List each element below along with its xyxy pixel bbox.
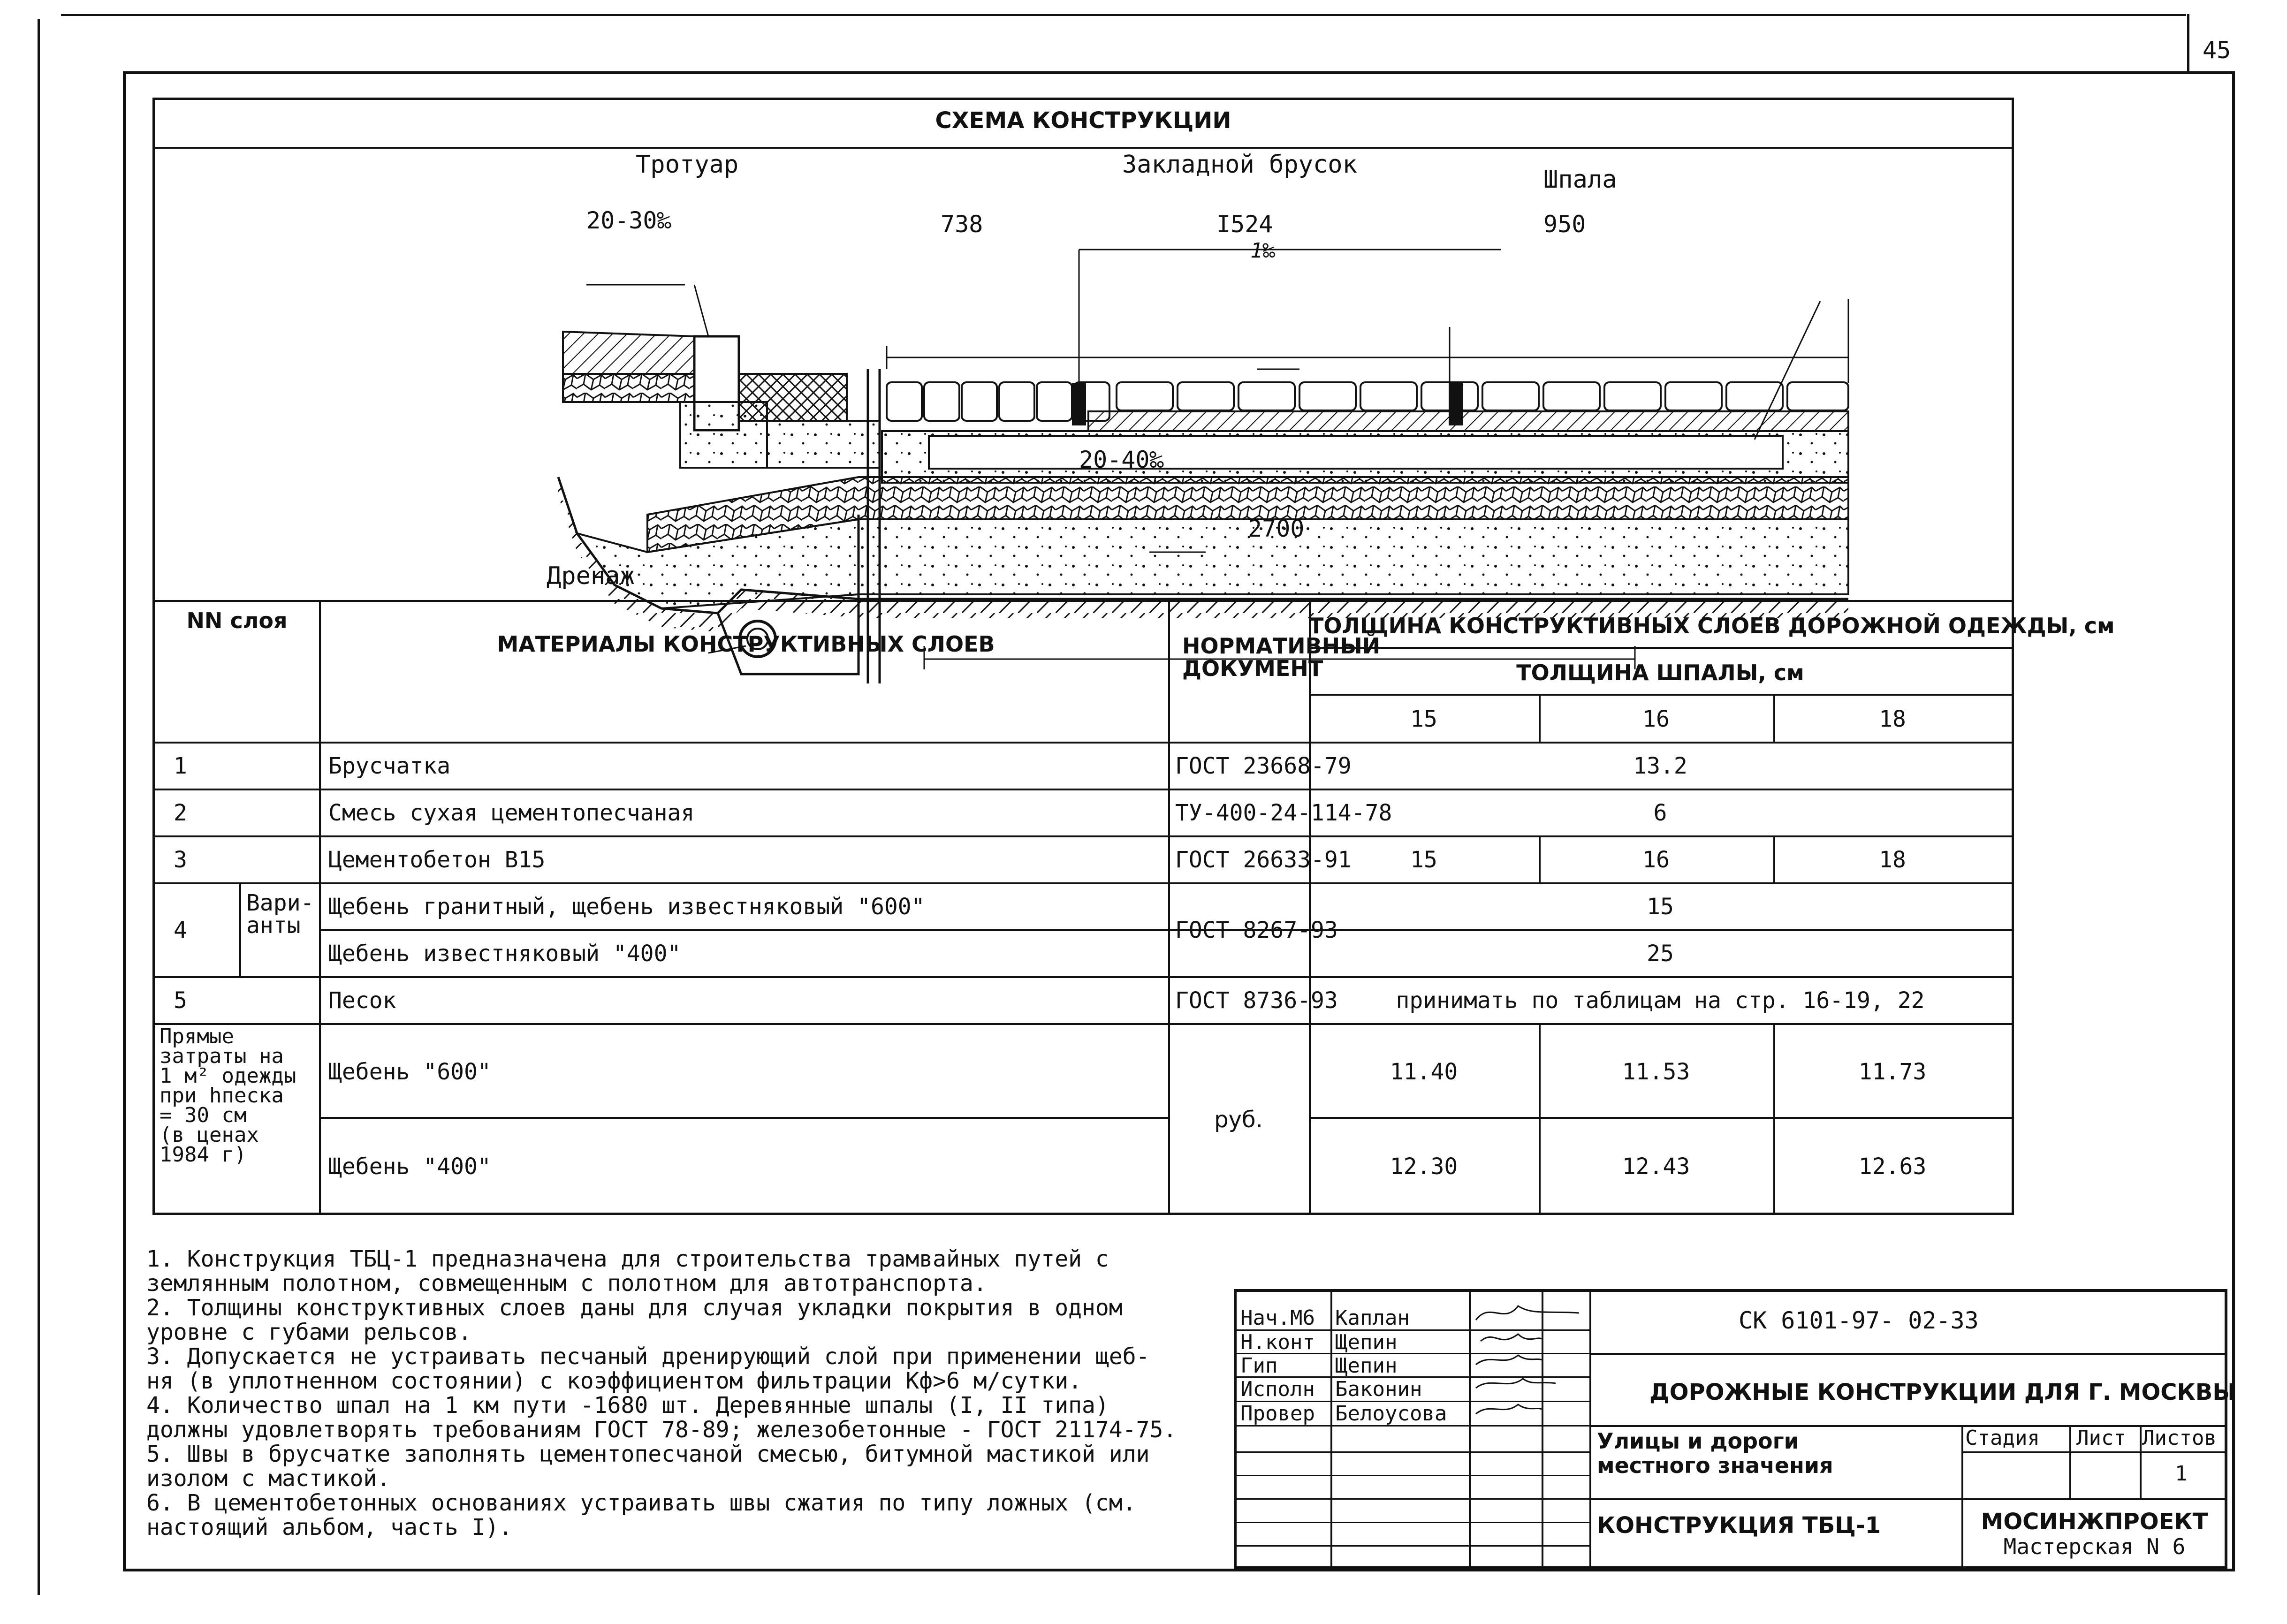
header-sleeper-thickness: ТОЛЩИНА ШПАЛЫ, см: [1516, 660, 1804, 685]
label-dim-2700: 2700: [1248, 515, 1305, 542]
sheets-label: Листов: [2142, 1426, 2217, 1450]
note-line: 3. Допускается не устраивать песчаный дренирующий слой при применении щеб-: [146, 1343, 1150, 1370]
note-line: 1. Конструкция ТБЦ-1 предназначена для строительства трамвайных путей с: [146, 1246, 1109, 1272]
grid-line: [155, 600, 2012, 602]
sidewalk-layer: [563, 332, 694, 374]
note-line: 2. Толщины конструктивных слоев даны для случая укладки покрытия в одном: [146, 1295, 1123, 1321]
costs-label: Прямые затраты на 1 м² одежды при hпеска = 30 см (в ценах 1984 г): [160, 1024, 296, 1167]
costs-600-v16: 11.53: [1622, 1059, 1690, 1085]
label-drain: Дренаж: [547, 562, 635, 590]
header-col-16: 16: [1642, 706, 1670, 732]
title-block: [1234, 1289, 2236, 1569]
cross-section-drawing: [155, 149, 2115, 694]
header-norm-doc: НОРМАТИВНЫЙ ДОКУМЕНТ: [1182, 633, 1381, 681]
staff-name: Каплан: [1335, 1306, 1410, 1330]
costs-400-material: Щебень "400": [328, 1153, 491, 1180]
header-col-18: 18: [1879, 706, 1906, 732]
note-line: 6. В цементобетонных основаниях устраивать швы сжатия по типу ложных (см.: [146, 1490, 1136, 1516]
row2-no: 2: [174, 800, 187, 826]
costs-unit: руб.: [1214, 1107, 1263, 1133]
staff-role: Исполн: [1240, 1377, 1315, 1401]
note-line: уровне с губами рельсов.: [146, 1319, 472, 1345]
note-line: изолом с мастикой.: [146, 1465, 391, 1492]
top-border: [61, 14, 2186, 16]
costs-600-material: Щебень "600": [328, 1059, 491, 1085]
row4-material-a: Щебень гранитный, щебень известняковый "600": [328, 894, 925, 920]
note-line: 5. Швы в брусчатке заполнять цементопесчаной смесью, битумной мастикой или: [146, 1441, 1150, 1467]
label-embedded-bar: Закладной брусок: [1122, 151, 1357, 179]
series-title: ДОРОЖНЫЕ КОНСТРУКЦИИ ДЛЯ Г. МОСКВЫ: [1649, 1379, 2236, 1405]
label-slope-top: 20-30‰: [586, 207, 671, 234]
row4-value-a: 15: [1647, 894, 1674, 920]
note-line: землянным полотном, совмещенным с полотном для автотранспорта.: [146, 1270, 987, 1297]
workshop: Мастерская N 6: [2003, 1534, 2186, 1559]
costs-400-v15: 12.30: [1390, 1153, 1458, 1180]
header-thickness: ТОЛЩИНА КОНСТРУКТИВНЫХ СЛОЕВ ДОРОЖНОЙ ОДЕЖДЫ, см: [1309, 613, 2115, 638]
scheme-title: СХЕМА КОНСТРУКЦИИ: [935, 107, 1231, 134]
sheets-value: 1: [2175, 1462, 2188, 1486]
staff-name: Щепин: [1335, 1354, 1398, 1378]
header-col-15: 15: [1410, 706, 1437, 732]
row2-material: Смесь сухая цементопесчаная: [328, 800, 695, 826]
label-dim-738: 738: [941, 211, 983, 238]
page-number: 45: [2203, 37, 2231, 64]
sheet-label: Лист: [2076, 1426, 2126, 1450]
staff-name: Белоусова: [1335, 1402, 1447, 1426]
label-slope-mid: 1‰: [1250, 239, 1275, 263]
row1-no: 1: [174, 753, 187, 779]
note-line: 4. Количество шпал на 1 км пути -1680 шт. Деревянные шпалы (I, II типа): [146, 1392, 1109, 1419]
label-dim-950: 950: [1543, 211, 1586, 238]
signatures: [1471, 1297, 1593, 1433]
label-dim-1524: I524: [1216, 211, 1273, 238]
row5-value: принимать по таблицам на стр. 16-19, 22: [1396, 987, 1925, 1014]
row4-variants: Вари- анты: [246, 890, 314, 939]
row5-no: 5: [174, 987, 187, 1014]
staff-name: Баконин: [1335, 1377, 1422, 1401]
row1-material: Брусчатка: [328, 753, 451, 779]
note-line: настоящий альбом, часть I).: [146, 1514, 513, 1541]
doc-code: СК 6101-97- 02-33: [1739, 1307, 1979, 1334]
row3-no: 3: [174, 847, 187, 873]
row2-value: 6: [1653, 800, 1667, 826]
row4-no: 4: [174, 917, 187, 943]
org-name: МОСИНЖПРОЕКТ: [1981, 1509, 2208, 1535]
costs-400-v16: 12.43: [1622, 1153, 1690, 1180]
row5-material: Песок: [328, 987, 396, 1014]
costs-600-v15: 11.40: [1390, 1059, 1458, 1085]
sidewalk-concrete: [767, 421, 880, 468]
left-margin-line: [38, 19, 40, 1595]
stage-label: Стадия: [1965, 1426, 2040, 1450]
sand-cement-layer: [1088, 411, 1848, 431]
note-line: должны удовлетворять требованиям ГОСТ 78-89; железобетонные - ГОСТ 21174-75.: [146, 1417, 1177, 1443]
row4-value-b: 25: [1647, 941, 1674, 967]
row3-doc: ГОСТ 26633-91: [1175, 847, 1352, 873]
row3-v18: 18: [1879, 847, 1906, 873]
sidewalk-crossfill: [739, 374, 847, 421]
label-sidewalk: Тротуар: [636, 151, 739, 179]
row4-material-b: Щебень известняковый "400": [328, 941, 681, 967]
row3-v15: 15: [1410, 847, 1437, 873]
staff-role: Провер: [1240, 1402, 1315, 1426]
note-line: ня (в уплотненном состоянии) с коэффициентом фильтрации Кф>6 м/сутки.: [146, 1368, 1082, 1394]
costs-600-v18: 11.73: [1858, 1059, 1927, 1085]
row4-doc: ГОСТ 8267-93: [1175, 917, 1338, 943]
row1-doc: ГОСТ 23668-79: [1175, 753, 1352, 779]
page-number-box: [2187, 14, 2236, 71]
row5-doc: ГОСТ 8736-93: [1175, 987, 1338, 1014]
label-slope-base: 20-40‰: [1079, 446, 1164, 473]
row3-material: Цементобетон В15: [328, 847, 546, 873]
staff-role: Н.конт: [1240, 1330, 1315, 1354]
header-materials: МАТЕРИАЛЫ КОНСТРУКТИВНЫХ СЛОЕВ: [497, 631, 995, 657]
row1-value: 13.2: [1633, 753, 1687, 779]
row3-v16: 16: [1642, 847, 1670, 873]
sleeper: [929, 436, 1783, 469]
row2-doc: ТУ-400-24-114-78: [1175, 800, 1392, 826]
staff-role: Гип: [1240, 1354, 1278, 1378]
sidewalk-stone: [563, 374, 694, 402]
subject: Улицы и дороги местного значения: [1597, 1428, 1833, 1478]
header-layer-no: NN слоя: [186, 608, 288, 633]
drawing-title: КОНСТРУКЦИЯ ТБЦ-1: [1597, 1512, 1881, 1539]
staff-name: Щепин: [1335, 1330, 1398, 1354]
staff-role: Нач.М6: [1240, 1306, 1315, 1330]
construction-table: [152, 98, 2115, 1215]
label-sleeper: Шпала: [1543, 166, 1617, 194]
costs-400-v18: 12.63: [1858, 1153, 1927, 1180]
